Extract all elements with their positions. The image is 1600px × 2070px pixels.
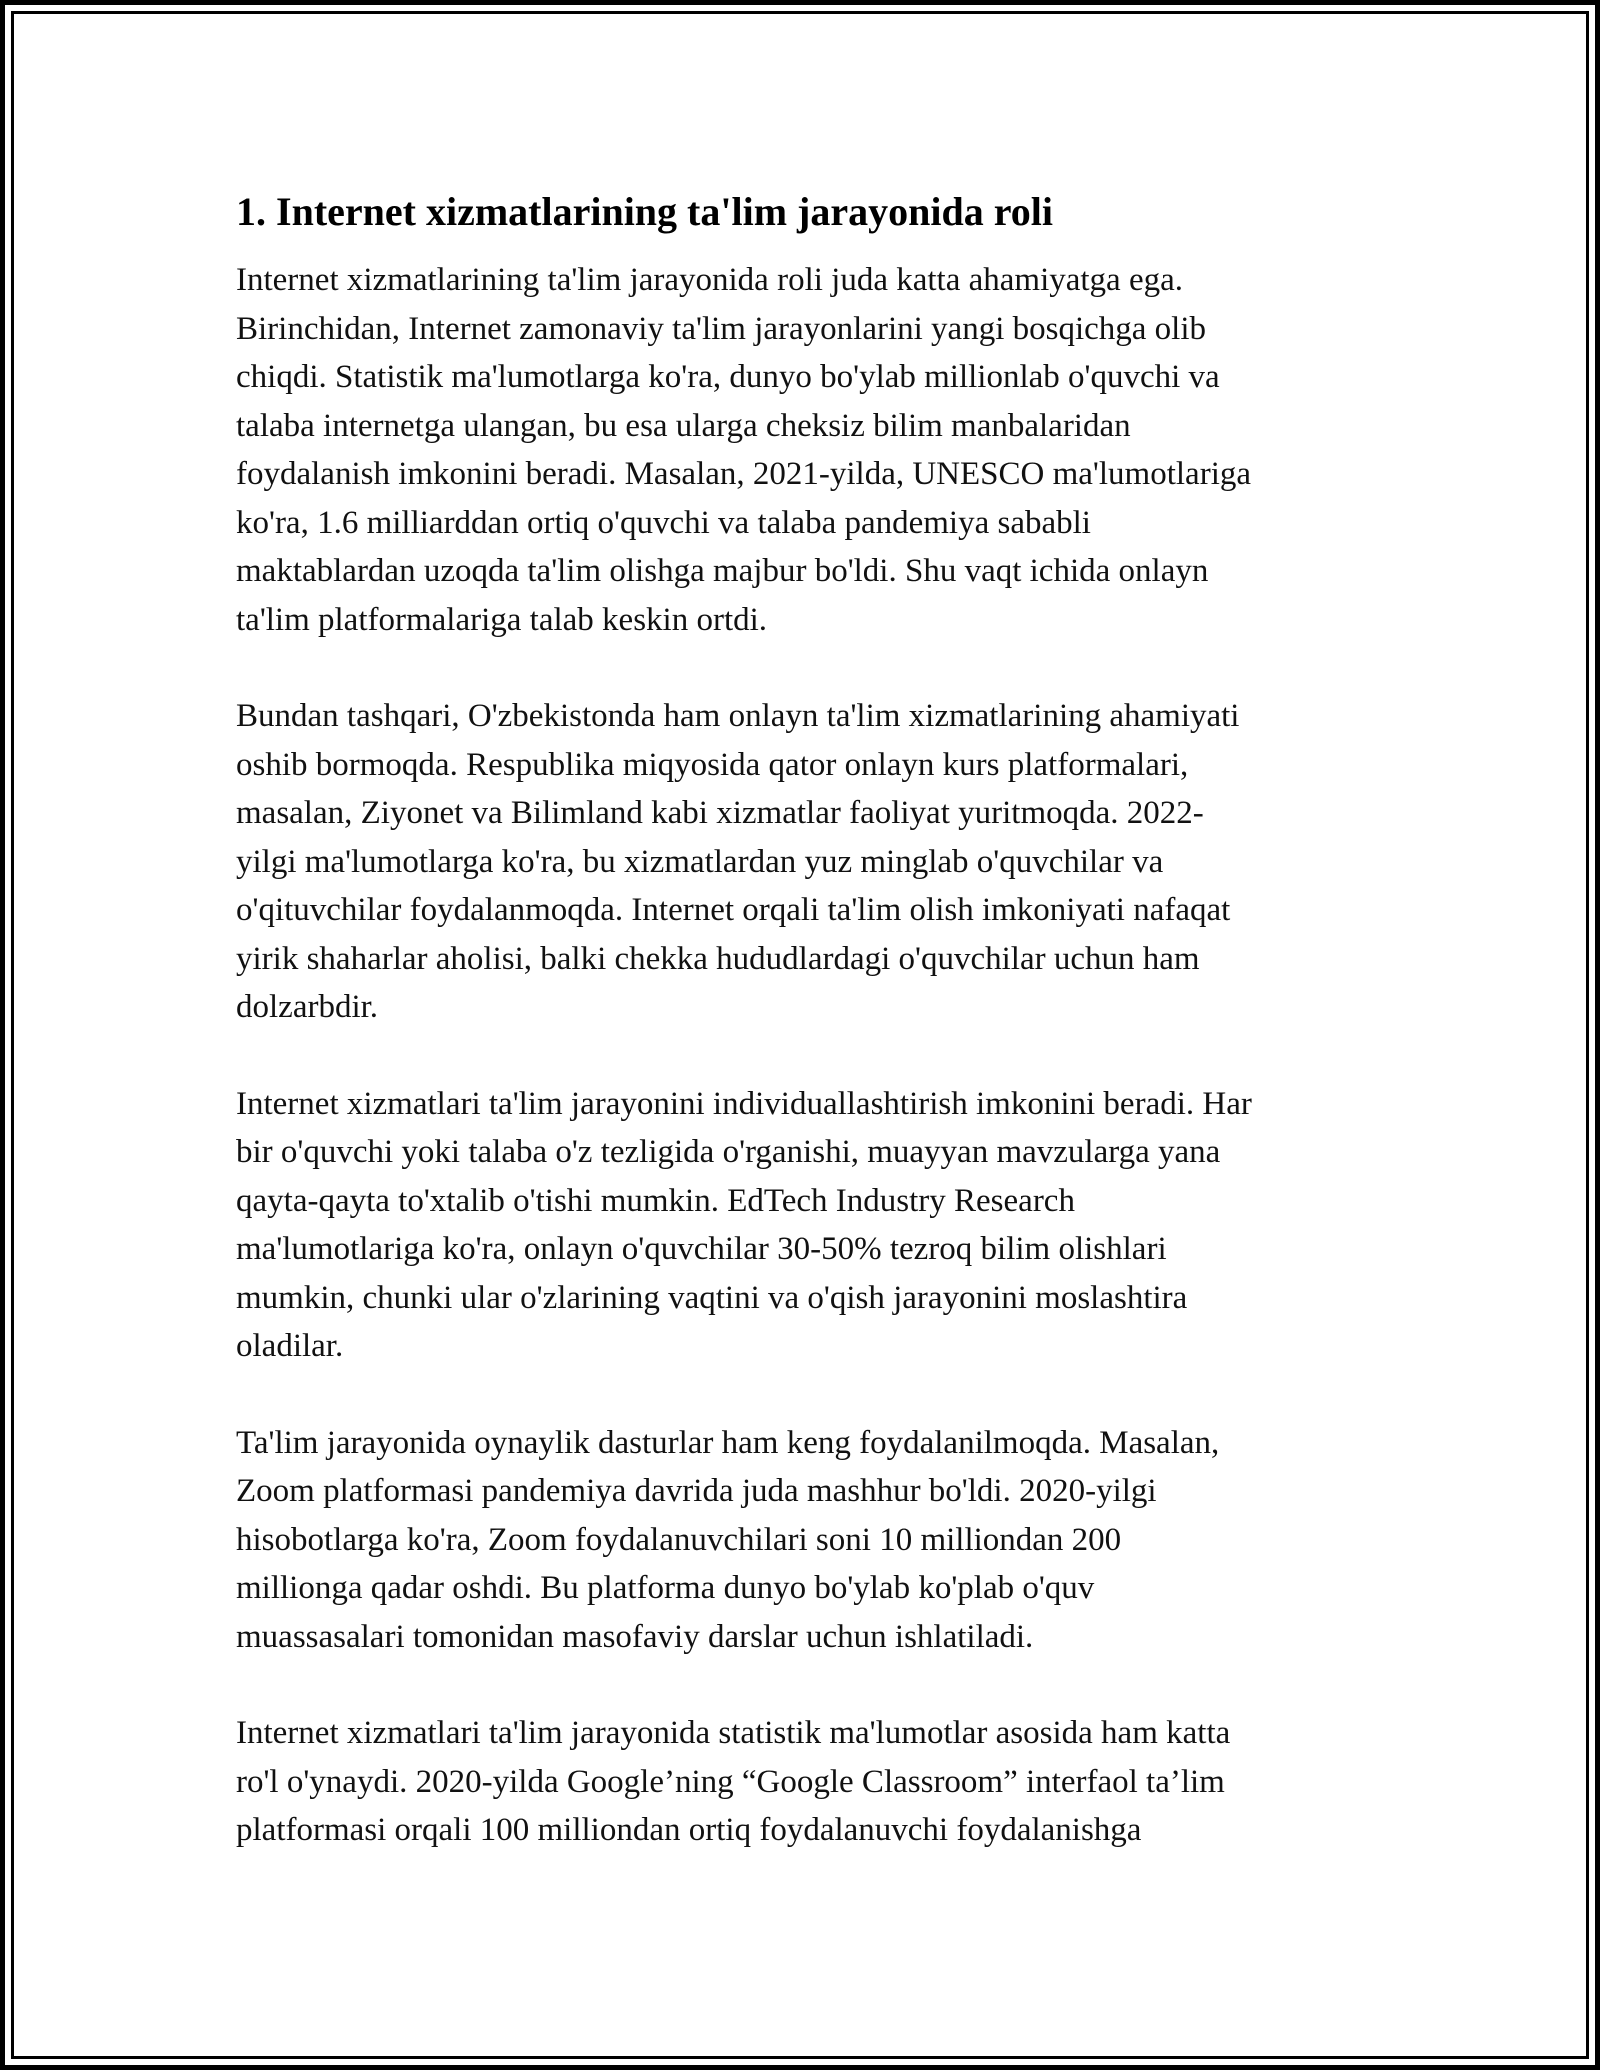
paragraph-line: ko'ra, 1.6 milliarddan ortiq o'quvchi va talaba pandemiya sababli (236, 504, 1091, 541)
paragraph-line: Ta'lim jarayonida oynaylik dasturlar ham keng foydalanilmoqda. Masalan, (236, 1424, 1220, 1461)
paragraph-line: platformasi orqali 100 milliondan ortiq foydalanuvchi foydalanishga (236, 1812, 1142, 1848)
paragraph-1 (236, 256, 1376, 644)
paragraph-line: talaba internetga ulangan, bu esa ularga cheksiz bilim manbalaridan (236, 407, 1131, 444)
paragraph-line: yilgi ma'lumotlarga ko'ra, bu xizmatlardan yuz minglab o'quvchilar va (236, 843, 1164, 880)
document-body (236, 186, 1376, 1903)
paragraph-line: dolzarbdir. (236, 989, 379, 1025)
paragraph-line: Birinchidan, Internet zamonaviy ta'lim jarayonlarini yangi bosqichga olib (236, 310, 1207, 347)
paragraph-line: millionga qadar oshdi. Bu platforma dunyo bo'ylab ko'plab o'quv (236, 1570, 1095, 1606)
paragraph-4 (236, 1419, 1376, 1662)
paragraph-line: oladilar. (236, 1328, 344, 1364)
paragraph-line: Internet xizmatlari ta'lim jarayonida statistik ma'lumotlar asosida ham katta (236, 1715, 1231, 1751)
paragraph-5 (236, 1709, 1376, 1855)
paragraph-line: Internet xizmatlarining ta'lim jarayonida roli juda katta ahamiyatga ega. (236, 262, 1183, 298)
paragraph-line: bir o'quvchi yoki talaba o'z tezligida o'rganishi, muayyan mavzularga yana (236, 1134, 1221, 1170)
paragraph-line: ma'lumotlariga ko'ra, onlayn o'quvchilar 30-50% tezroq bilim olishlari (236, 1231, 1167, 1267)
paragraph-2 (236, 692, 1376, 1032)
paragraph-line: muassasalari tomonidan masofaviy darslar uchun ishlatiladi. (236, 1618, 1034, 1655)
paragraph-line: masalan, Ziyonet va Bilimland kabi xizmatlar faoliyat yuritmoqda. 2022- (236, 795, 1204, 831)
paragraph-line: Internet xizmatlari ta'lim jarayonini individuallashtirish imkonini beradi. Har (236, 1085, 1252, 1122)
section-heading: 1. Internet xizmatlarining ta'lim jarayonida roli (236, 189, 1053, 234)
paragraph-line: maktablardan uzoqda ta'lim olishga majbur bo'ldi. Shu vaqt ichida onlayn (236, 553, 1209, 589)
paragraph-line: mumkin, chunki ular o'zlarining vaqtini va o'qish jarayonini moslashtira (236, 1279, 1188, 1316)
paragraph-line: yirik shaharlar aholisi, balki chekka hududlardagi o'quvchilar uchun ham (236, 940, 1200, 977)
paragraph-line: ta'lim platformalariga talab keskin ortdi. (236, 601, 768, 638)
paragraph-line: Zoom platformasi pandemiya davrida juda mashhur bo'ldi. 2020-yilgi (236, 1473, 1157, 1509)
paragraph-line: ro'l o'ynaydi. 2020-yilda Google’ning “Google Classroom” interfaol ta’lim (236, 1763, 1225, 1800)
paragraph-line: foydalanish imkonini beradi. Masalan, 2021-yilda, UNESCO ma'lumotlariga (236, 456, 1252, 492)
paragraph-line: o'qituvchilar foydalanmoqda. Internet orqali ta'lim olish imkoniyati nafaqat (236, 892, 1231, 928)
paragraph-line: qayta-qayta to'xtalib o'tishi mumkin. EdTech Industry Research (236, 1182, 1075, 1219)
paragraph-3 (236, 1080, 1376, 1371)
paragraph-line: hisobotlarga ko'ra, Zoom foydalanuvchilari soni 10 milliondan 200 (236, 1521, 1122, 1558)
paragraph-line: chiqdi. Statistik ma'lumotlarga ko'ra, dunyo bo'ylab millionlab o'quvchi va (236, 359, 1220, 395)
paragraph-line: Bundan tashqari, O'zbekistonda ham onlayn ta'lim xizmatlarining ahamiyati (236, 698, 1240, 734)
paragraph-line: oshib bormoqda. Respublika miqyosida qator onlayn kurs platformalari, (236, 746, 1189, 783)
